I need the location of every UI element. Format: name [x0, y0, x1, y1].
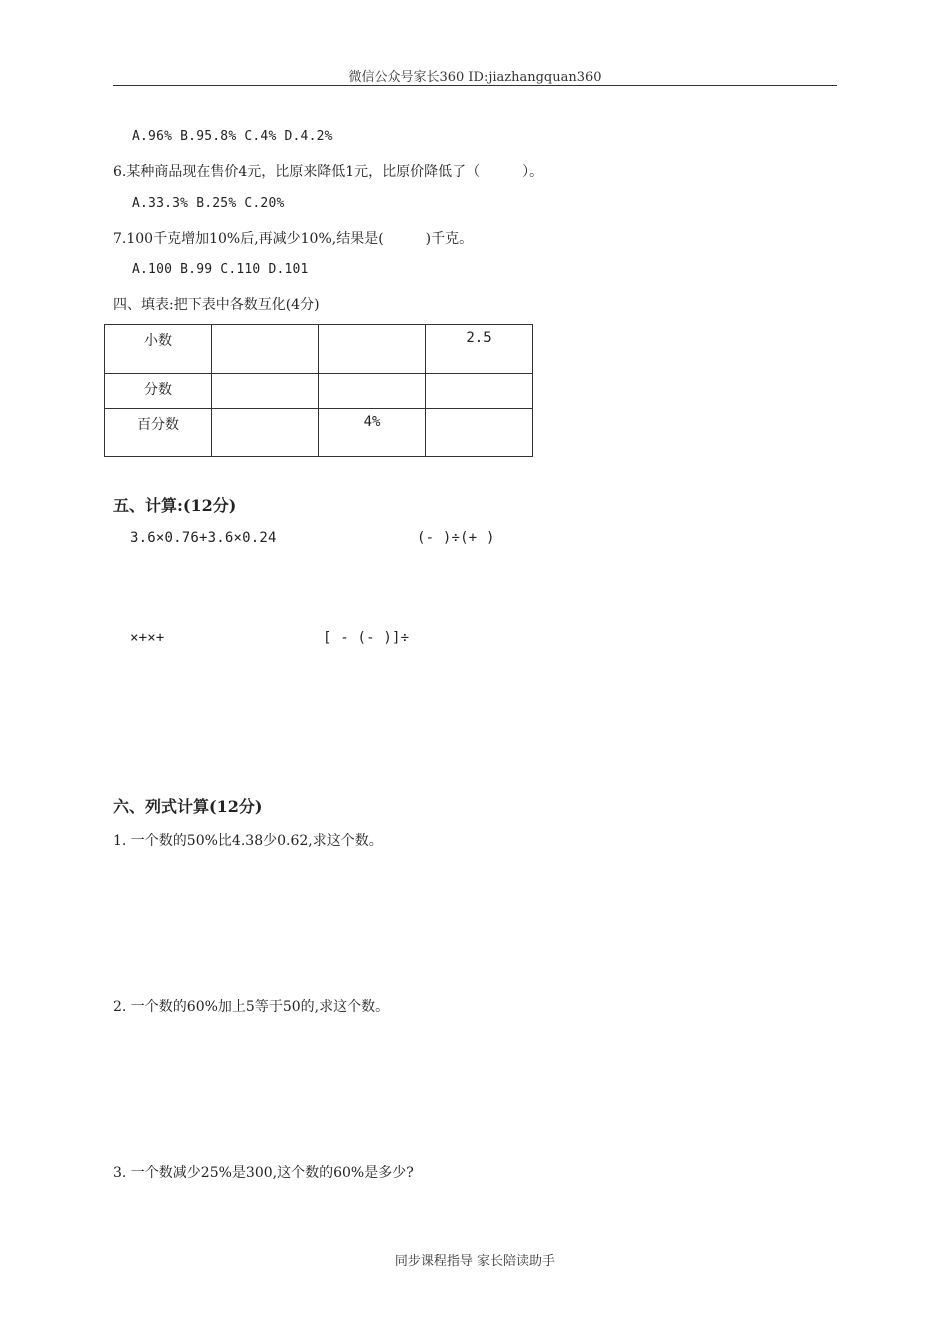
q5-options: A.96% B.95.8% C.4% D.4.2%: [132, 129, 333, 144]
calc-expression-4: [ - (- )]÷: [323, 630, 410, 646]
word-problem-1: 1. 一个数的50%比4.38少0.62,求这个数。: [113, 833, 383, 849]
q6-text: 6.某种商品现在售价4元，比原来降低1元，比原价降低了（ ）。: [113, 164, 544, 180]
table-cell: [212, 325, 319, 374]
conversion-table: [104, 324, 533, 457]
section4-title: 四、填表:把下表中各数互化(4分): [113, 297, 320, 313]
table-cell: 2.5: [426, 325, 533, 374]
table-cell: 4%: [319, 409, 426, 457]
table-row: [105, 325, 533, 374]
q7-options: A.100 B.99 C.110 D.101: [132, 262, 309, 277]
header-divider: [113, 85, 837, 86]
table-cell: [319, 325, 426, 374]
calc-expression-2: (- )÷(+ ): [417, 530, 495, 546]
table-cell: [212, 409, 319, 457]
table-cell: [319, 374, 426, 409]
section5-title: 五、计算:(12分): [113, 496, 237, 515]
q7-text: 7.100千克增加10%后,再减少10%,结果是( )千克。: [113, 231, 474, 247]
table-cell: [426, 374, 533, 409]
calc-expression-3: ×+×+: [130, 630, 165, 646]
page-footer: 同步课程指导 家长陪读助手: [394, 1254, 556, 1269]
table-cell: [426, 409, 533, 457]
section6-title: 六、列式计算(12分): [113, 797, 263, 816]
word-problem-2: 2. 一个数的60%加上5等于50的,求这个数。: [113, 999, 390, 1015]
table-cell: [212, 374, 319, 409]
table-row: [105, 409, 533, 457]
q6-options: A.33.3% B.25% C.20%: [132, 196, 285, 211]
calc-expression-1: 3.6×0.76+3.6×0.24: [130, 530, 277, 546]
word-problem-3: 3. 一个数减少25%是300,这个数的60%是多少?: [113, 1165, 414, 1181]
table-cell: 小数: [105, 325, 212, 374]
page-header: 微信公众号家长360 ID:jiazhangquan360: [348, 70, 602, 85]
table-row: [105, 374, 533, 409]
table-cell: 分数: [105, 374, 212, 409]
table-cell: 百分数: [105, 409, 212, 457]
